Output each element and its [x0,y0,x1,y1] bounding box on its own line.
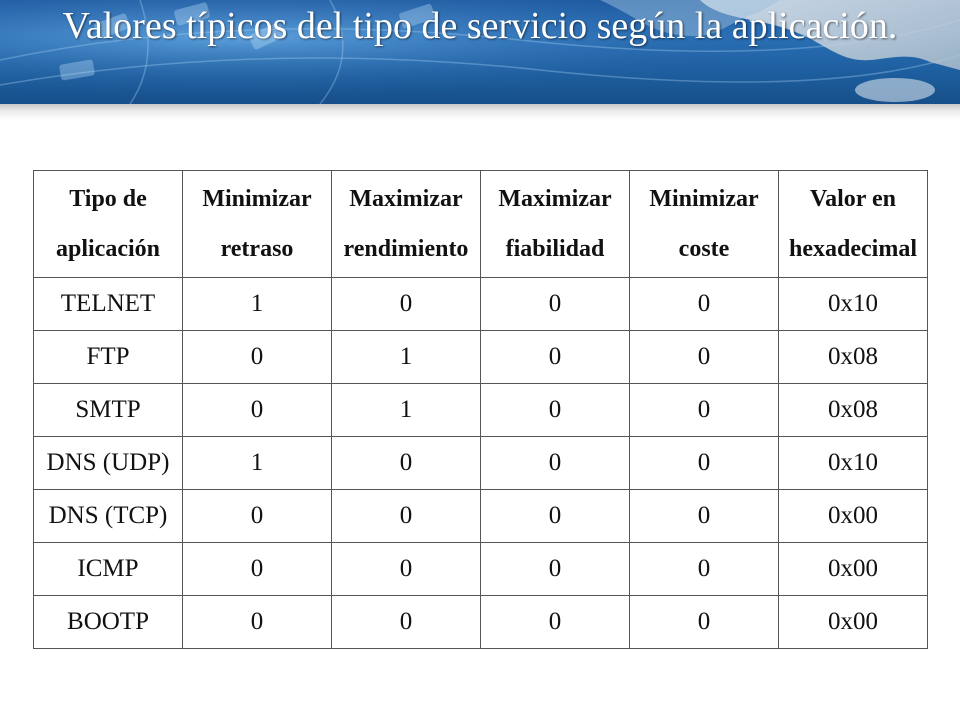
header-line: Minimizar [202,186,312,212]
table-row [34,278,928,331]
cell-min-cost: 0 [630,596,779,649]
cell-hex: 0x08 [779,331,928,384]
cell-hex: 0x10 [779,437,928,490]
header-line: hexadecimal [789,236,917,262]
cell-min-delay: 0 [183,490,332,543]
cell-max-reliability: 0 [481,331,630,384]
cell-min-cost: 0 [630,331,779,384]
table-header-row [34,171,928,278]
table-row [34,331,928,384]
cell-min-delay: 1 [183,278,332,331]
banner-divider [0,104,960,120]
cell-hex: 0x00 [779,490,928,543]
header-max-throughput [332,171,481,278]
cell-app: BOOTP [34,596,183,649]
header-line: aplicación [55,236,160,262]
cell-min-cost: 0 [630,384,779,437]
cell-min-cost: 0 [630,437,779,490]
header-line: Maximizar [349,186,463,212]
cell-max-throughput: 0 [332,543,481,596]
header-line: Tipo de [69,186,147,212]
cell-max-reliability: 0 [481,278,630,331]
cell-min-delay: 0 [183,543,332,596]
table-row [34,384,928,437]
cell-max-reliability: 0 [481,596,630,649]
cell-max-reliability: 0 [481,437,630,490]
table-row [34,596,928,649]
header-hex-value [779,171,928,278]
cell-hex: 0x08 [779,384,928,437]
cell-min-cost: 0 [630,543,779,596]
header-line: rendimiento [343,236,469,262]
cell-min-delay: 1 [183,437,332,490]
table-row [34,543,928,596]
cell-max-throughput: 0 [332,490,481,543]
table-row [34,490,928,543]
cell-min-delay: 0 [183,331,332,384]
cell-app: TELNET [34,278,183,331]
header-line: fiabilidad [505,236,605,262]
cell-min-cost: 0 [630,278,779,331]
cell-app: DNS (UDP) [34,437,183,490]
cell-max-reliability: 0 [481,490,630,543]
cell-app: SMTP [34,384,183,437]
cell-hex: 0x00 [779,543,928,596]
cell-min-cost: 0 [630,490,779,543]
table-row [34,437,928,490]
cell-app: FTP [34,331,183,384]
cell-min-delay: 0 [183,596,332,649]
cell-min-delay: 0 [183,384,332,437]
cell-hex: 0x10 [779,278,928,331]
tos-values-table [33,170,928,649]
header-line: Minimizar [649,186,759,212]
title-banner [0,0,960,104]
cell-max-throughput: 0 [332,278,481,331]
cell-app: DNS (TCP) [34,490,183,543]
cell-max-reliability: 0 [481,384,630,437]
header-line: coste [678,236,730,262]
header-app-type [34,171,183,278]
cell-max-reliability: 0 [481,543,630,596]
cell-max-throughput: 1 [332,331,481,384]
slide-title: Valores típicos del tipo de servicio según la aplicación. [62,5,898,47]
header-line: retraso [220,236,294,262]
cell-max-throughput: 0 [332,437,481,490]
cell-max-throughput: 0 [332,596,481,649]
header-line: Maximizar [498,186,612,212]
header-min-delay [183,171,332,278]
cell-app: ICMP [34,543,183,596]
header-line: Valor en [809,186,896,212]
cell-max-throughput: 1 [332,384,481,437]
header-max-reliability [481,171,630,278]
cell-hex: 0x00 [779,596,928,649]
header-min-cost [630,171,779,278]
